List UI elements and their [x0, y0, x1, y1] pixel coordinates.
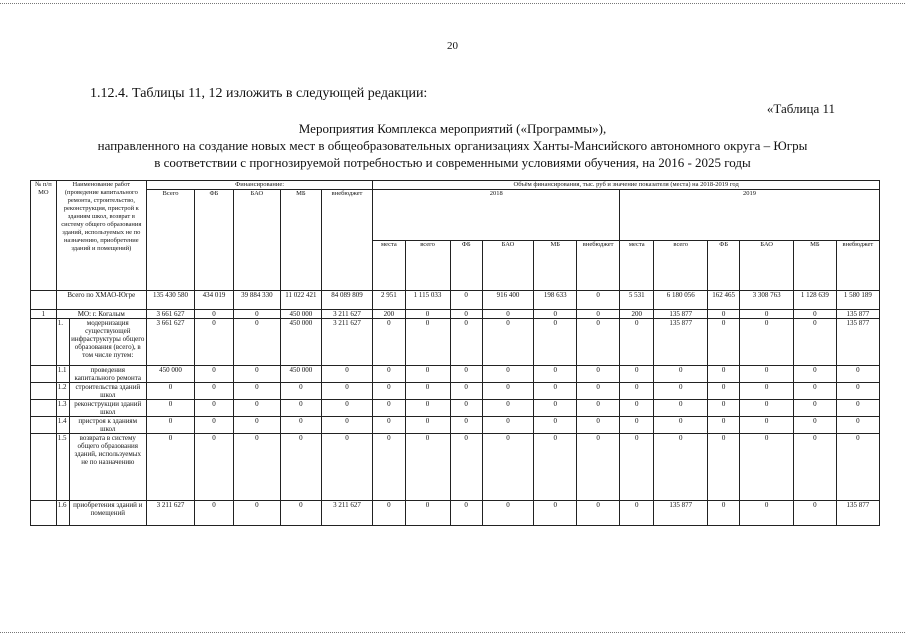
- header-work-name: Наименование работ (проведение капитального ремонта, строительство, реконструкция, пристрой к зданиям школ, возврат в систему общего образования зданий, используемых не по назначению, приобретение зданий и помещений): [56, 181, 146, 291]
- table-cell: 0: [233, 310, 280, 319]
- table-cell: 0: [450, 383, 482, 400]
- table-cell: 0: [450, 434, 482, 501]
- scan-border-bottom: [0, 632, 905, 633]
- table-cell: 0: [793, 319, 836, 366]
- table-cell: 0: [708, 366, 740, 383]
- table-cell: 0: [233, 319, 280, 366]
- title-line: в соответствии с прогнозируемой потребностью и современными условиями обучения, на 2016 - 2025 годы: [154, 155, 751, 170]
- table-cell: 0: [620, 319, 654, 366]
- row-number: [31, 291, 57, 310]
- title-line: Мероприятия Комплекса мероприятий («Программы»),: [298, 121, 607, 136]
- table-cell: 0: [482, 417, 534, 434]
- table-cell: 135 430 580: [146, 291, 194, 310]
- table-cell: 0: [620, 400, 654, 417]
- table-cell: 0: [321, 383, 373, 400]
- table-cell: 0: [373, 366, 405, 383]
- table-cell: 0: [373, 501, 405, 526]
- header-2019-col: места: [620, 240, 654, 291]
- table-cell: 0: [482, 434, 534, 501]
- section-heading: 1.12.4. Таблицы 11, 12 изложить в следующей редакции:: [90, 86, 428, 101]
- row-name: проведения капитального ремонта: [69, 366, 146, 383]
- table-cell: 0: [534, 319, 577, 366]
- table-cell: 0: [146, 417, 194, 434]
- table-row: [31, 310, 880, 319]
- table-cell: 0: [405, 366, 450, 383]
- table-cell: 0: [740, 319, 794, 366]
- table-cell: 0: [534, 310, 577, 319]
- table-cell: 3 661 627: [146, 310, 194, 319]
- table-cell: 0: [740, 400, 794, 417]
- table-cell: 0: [793, 501, 836, 526]
- table-cell: 0: [577, 417, 620, 434]
- table-cell: 0: [195, 310, 234, 319]
- table-cell: 0: [793, 310, 836, 319]
- table-cell: 0: [534, 400, 577, 417]
- table-cell: 200: [373, 310, 405, 319]
- table-cell: 3 661 627: [146, 319, 194, 366]
- table-cell: 0: [482, 400, 534, 417]
- header-2019-col: всего: [654, 240, 708, 291]
- table-cell: 0: [373, 400, 405, 417]
- row-subnumber: 1.1: [56, 366, 69, 383]
- table-cell: 0: [321, 400, 373, 417]
- scan-border-top: [0, 3, 905, 4]
- row-name: МО: г. Когалым: [56, 310, 146, 319]
- table-cell: 0: [654, 383, 708, 400]
- table-cell: 0: [620, 434, 654, 501]
- table-cell: 0: [482, 383, 534, 400]
- table-reference: «Таблица 11: [766, 101, 835, 116]
- table-cell: 0: [195, 366, 234, 383]
- row-subnumber: 1.5: [56, 434, 69, 501]
- table-cell: 0: [281, 417, 322, 434]
- row-number: 1: [31, 310, 57, 319]
- table-cell: 0: [450, 310, 482, 319]
- row-name: Всего по ХМАО-Югре: [56, 291, 146, 310]
- table-cell: 0: [836, 383, 879, 400]
- table-cell: 0: [195, 383, 234, 400]
- table-cell: 6 180 056: [654, 291, 708, 310]
- table-cell: 0: [708, 417, 740, 434]
- table-cell: 0: [321, 366, 373, 383]
- table-cell: 11 022 421: [281, 291, 322, 310]
- header-2018-col: внебюджет: [577, 240, 620, 291]
- table-cell: 434 019: [195, 291, 234, 310]
- table-cell: 0: [373, 434, 405, 501]
- table-cell: 135 877: [836, 501, 879, 526]
- table-cell: 0: [654, 434, 708, 501]
- table-cell: 39 884 330: [233, 291, 280, 310]
- table-cell: 1 115 033: [405, 291, 450, 310]
- table-cell: 0: [654, 417, 708, 434]
- table-cell: 135 877: [654, 310, 708, 319]
- table-cell: 135 877: [654, 319, 708, 366]
- table-cell: 450 000: [146, 366, 194, 383]
- title-line: направленного на создание новых мест в общеобразовательных организациях Ханты-Мансийского автономного округа – Югры: [97, 138, 808, 153]
- table-cell: 3 211 627: [321, 319, 373, 366]
- table-cell: 450 000: [281, 310, 322, 319]
- table-cell: 0: [534, 501, 577, 526]
- table-cell: 0: [482, 319, 534, 366]
- table-cell: 0: [281, 501, 322, 526]
- table-cell: 0: [146, 400, 194, 417]
- table-cell: 0: [793, 366, 836, 383]
- table-cell: 0: [654, 366, 708, 383]
- table-cell: 0: [577, 501, 620, 526]
- table-cell: 0: [620, 366, 654, 383]
- table-cell: 0: [321, 434, 373, 501]
- table-cell: 0: [534, 417, 577, 434]
- row-number: [31, 400, 57, 417]
- table-row: [31, 366, 880, 383]
- table-cell: 0: [708, 434, 740, 501]
- header-2018-col: БАО: [482, 240, 534, 291]
- header-2019-col: внебюджет: [836, 240, 879, 291]
- table-row: [31, 291, 880, 310]
- table-cell: 0: [620, 501, 654, 526]
- table-cell: 0: [405, 383, 450, 400]
- table-row: [31, 417, 880, 434]
- table-cell: 0: [534, 383, 577, 400]
- header-fin-col: МБ: [281, 190, 322, 291]
- table-cell: 84 089 809: [321, 291, 373, 310]
- header-volume: Объём финансирования, тыс. руб и значение показателя (места) на 2018-2019 год: [373, 181, 880, 190]
- table-cell: 0: [577, 366, 620, 383]
- header-year-2018: 2018: [373, 190, 620, 241]
- table-cell: 0: [405, 417, 450, 434]
- row-number: [31, 366, 57, 383]
- table-cell: 0: [405, 310, 450, 319]
- table-cell: 0: [534, 366, 577, 383]
- row-number: [31, 319, 57, 366]
- header-2018-col: МБ: [534, 240, 577, 291]
- table-cell: 0: [450, 366, 482, 383]
- table-cell: 0: [233, 417, 280, 434]
- table-cell: 0: [195, 319, 234, 366]
- table-cell: 0: [708, 400, 740, 417]
- row-number: [31, 417, 57, 434]
- row-number: [31, 383, 57, 400]
- table-cell: 0: [482, 366, 534, 383]
- table-cell: 0: [281, 400, 322, 417]
- table-cell: 0: [577, 319, 620, 366]
- table-cell: 1 580 189: [836, 291, 879, 310]
- header-year-2019: 2019: [620, 190, 880, 241]
- table-cell: 450 000: [281, 319, 322, 366]
- table-cell: 162 465: [708, 291, 740, 310]
- row-name: реконструкции зданий школ: [69, 400, 146, 417]
- table-cell: 0: [281, 434, 322, 501]
- row-subnumber: 1.: [56, 319, 69, 366]
- header-2019-col: ФБ: [708, 240, 740, 291]
- table-cell: 0: [233, 501, 280, 526]
- table-cell: 0: [620, 383, 654, 400]
- table-cell: 0: [450, 319, 482, 366]
- header-fin-col: внебюджет: [321, 190, 373, 291]
- table-cell: 0: [654, 400, 708, 417]
- table-cell: 0: [195, 417, 234, 434]
- table-cell: 0: [740, 366, 794, 383]
- table-cell: 0: [793, 383, 836, 400]
- table-cell: 0: [620, 417, 654, 434]
- header-2019-col: МБ: [793, 240, 836, 291]
- table-cell: 916 400: [482, 291, 534, 310]
- header-2019-col: БАО: [740, 240, 794, 291]
- document-title: [40, 120, 865, 171]
- table-cell: 0: [373, 383, 405, 400]
- page-number: 20: [447, 40, 458, 52]
- header-2018-col: ФБ: [450, 240, 482, 291]
- table-row: [31, 501, 880, 526]
- table-cell: 3 211 627: [321, 501, 373, 526]
- header-fin-col: БАО: [233, 190, 280, 291]
- table-cell: 2 951: [373, 291, 405, 310]
- row-number: [31, 501, 57, 526]
- table-cell: 0: [482, 501, 534, 526]
- table-cell: 0: [195, 501, 234, 526]
- table-cell: 0: [740, 383, 794, 400]
- header-fin-col: ФБ: [195, 190, 234, 291]
- table-cell: 0: [708, 501, 740, 526]
- table-cell: 0: [450, 291, 482, 310]
- row-subnumber: 1.3: [56, 400, 69, 417]
- table-cell: 0: [450, 501, 482, 526]
- row-name: строительства зданий школ: [69, 383, 146, 400]
- table-cell: 0: [233, 400, 280, 417]
- table-cell: 0: [373, 319, 405, 366]
- table-cell: 135 877: [836, 310, 879, 319]
- measures-table: [30, 180, 880, 526]
- table-cell: 198 633: [534, 291, 577, 310]
- row-name: модернизация существующей инфраструктуры общего образования (всего), в том числе путем:: [69, 319, 146, 366]
- header-no: № п/п МО: [31, 181, 57, 291]
- table-cell: 200: [620, 310, 654, 319]
- table-cell: 0: [793, 434, 836, 501]
- table-cell: 0: [740, 417, 794, 434]
- header-financing: Финансирование:: [146, 181, 372, 190]
- table-cell: 135 877: [654, 501, 708, 526]
- table-cell: 0: [146, 383, 194, 400]
- row-subnumber: 1.4: [56, 417, 69, 434]
- table-cell: 0: [836, 366, 879, 383]
- table-cell: 3 308 763: [740, 291, 794, 310]
- table-row: [31, 400, 880, 417]
- table-cell: 0: [793, 400, 836, 417]
- table-cell: 0: [450, 400, 482, 417]
- table-cell: 0: [708, 310, 740, 319]
- table-cell: 0: [793, 417, 836, 434]
- table-cell: 0: [577, 434, 620, 501]
- table-cell: 0: [577, 291, 620, 310]
- table-cell: 0: [233, 366, 280, 383]
- table-row: [31, 383, 880, 400]
- table-cell: 0: [708, 383, 740, 400]
- table-row: [31, 319, 880, 366]
- table-cell: 0: [233, 383, 280, 400]
- table-cell: 0: [405, 400, 450, 417]
- table-cell: 0: [195, 400, 234, 417]
- table-cell: 0: [405, 434, 450, 501]
- table-cell: 0: [836, 434, 879, 501]
- table-cell: 0: [836, 417, 879, 434]
- table-cell: 450 000: [281, 366, 322, 383]
- row-name: пристроя к зданиям школ: [69, 417, 146, 434]
- table-row: [31, 434, 880, 501]
- table-cell: 0: [740, 434, 794, 501]
- table-cell: 135 877: [836, 319, 879, 366]
- table-cell: 1 128 639: [793, 291, 836, 310]
- table-cell: 0: [321, 417, 373, 434]
- table-cell: 0: [740, 310, 794, 319]
- header-fin-col: Всего: [146, 190, 194, 291]
- row-subnumber: 1.2: [56, 383, 69, 400]
- table-cell: 0: [373, 417, 405, 434]
- table-cell: 0: [534, 434, 577, 501]
- row-subnumber: 1.6: [56, 501, 69, 526]
- row-number: [31, 434, 57, 501]
- table-cell: 5 531: [620, 291, 654, 310]
- table-cell: 0: [740, 501, 794, 526]
- table-cell: 0: [482, 310, 534, 319]
- table-cell: 0: [281, 383, 322, 400]
- row-name: возврата в систему общего образования зданий, используемых не по назначению: [69, 434, 146, 501]
- table-cell: 0: [146, 434, 194, 501]
- table-cell: 0: [577, 310, 620, 319]
- table-cell: 0: [233, 434, 280, 501]
- row-name: приобретения зданий и помещений: [69, 501, 146, 526]
- table-cell: 0: [405, 501, 450, 526]
- table-cell: 0: [450, 417, 482, 434]
- table-cell: 0: [577, 400, 620, 417]
- table-cell: 3 211 627: [146, 501, 194, 526]
- table-cell: 0: [836, 400, 879, 417]
- table-cell: 3 211 627: [321, 310, 373, 319]
- table-cell: 0: [195, 434, 234, 501]
- table-cell: 0: [577, 383, 620, 400]
- table-cell: 0: [405, 319, 450, 366]
- header-2018-col: всего: [405, 240, 450, 291]
- header-2018-col: места: [373, 240, 405, 291]
- table-cell: 0: [708, 319, 740, 366]
